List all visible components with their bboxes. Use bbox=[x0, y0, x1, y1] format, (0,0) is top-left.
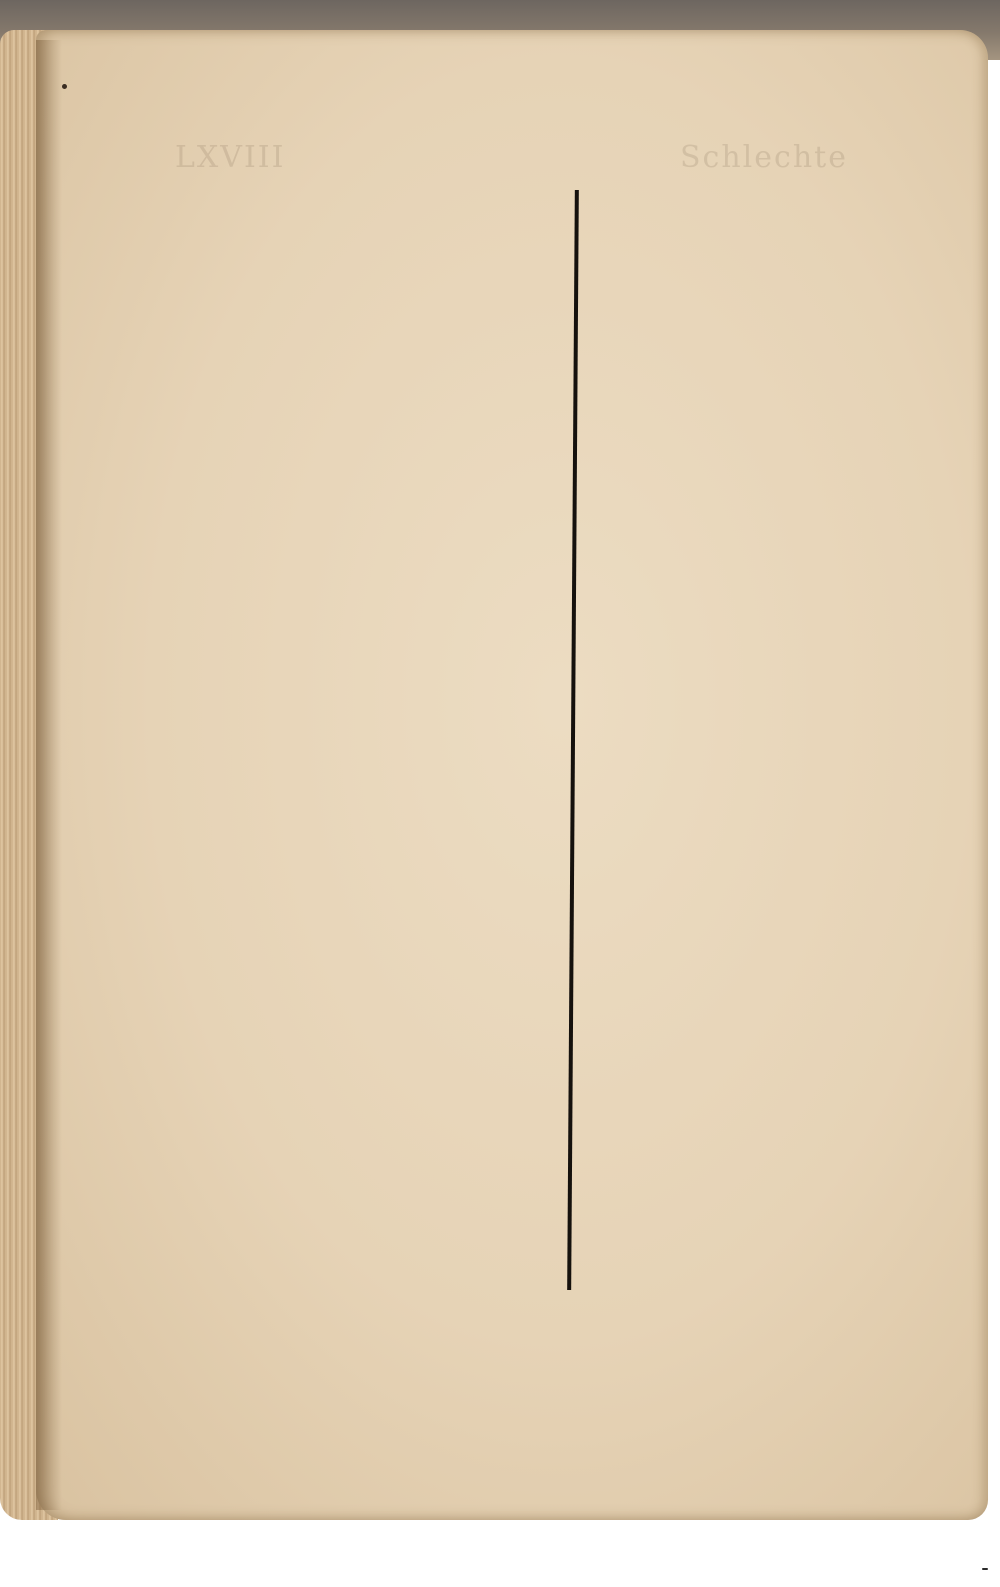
gutter-shadow bbox=[36, 40, 62, 1510]
bleed-through-text: LXVIII bbox=[175, 140, 286, 175]
footer bbox=[978, 1568, 988, 1570]
dfg-logo-icon bbox=[982, 1568, 988, 1570]
book-page bbox=[36, 30, 988, 1520]
bleed-through-text: Schlechte bbox=[680, 140, 848, 175]
ink-speck bbox=[62, 84, 67, 89]
